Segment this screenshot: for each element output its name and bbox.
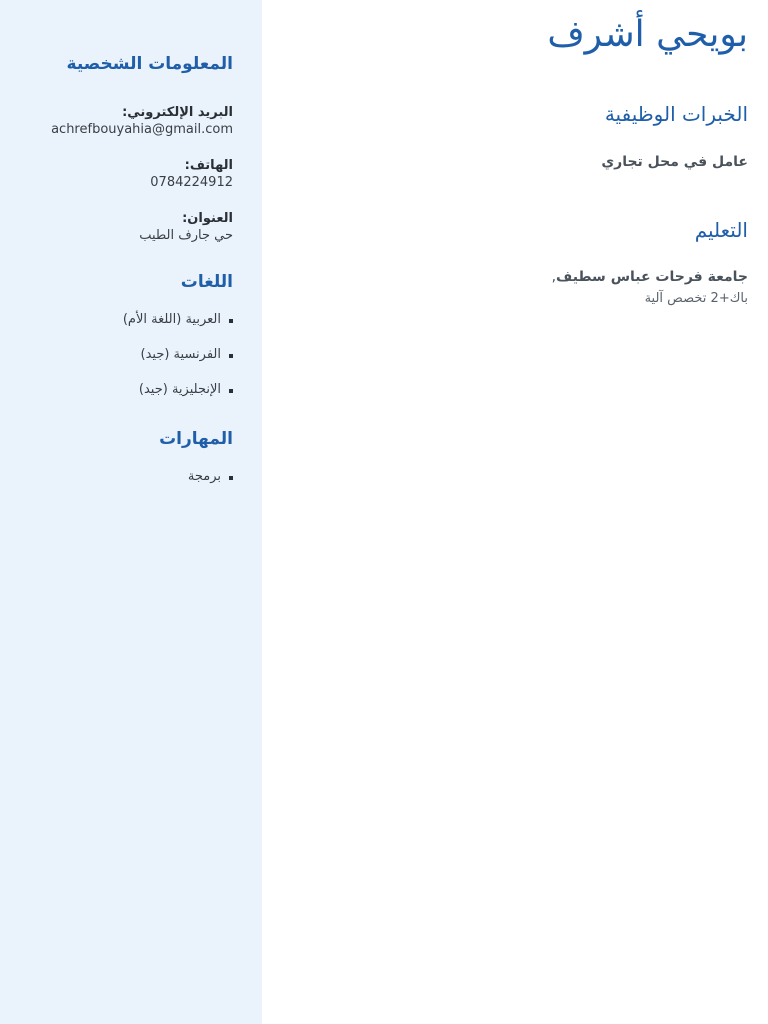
list-item: الفرنسية (جيد): [123, 347, 233, 365]
address-value: حي جارف الطيب: [139, 228, 233, 243]
email-value[interactable]: achrefbouyahia@gmail.com: [51, 122, 233, 137]
skills-heading: المهارات: [159, 429, 233, 449]
education-title: جامعة فرحات عباس سطيف: [556, 269, 748, 285]
experience-heading: الخبرات الوظيفية: [604, 102, 748, 126]
sidebar: [0, 0, 262, 1024]
phone-value[interactable]: 0784224912: [150, 175, 233, 190]
address-block: [139, 210, 233, 244]
experience-title: عامل في محل تجاري: [601, 154, 748, 170]
list-item: الإنجليزية (جيد): [123, 382, 233, 400]
languages-heading: اللغات: [180, 272, 233, 292]
phone-block: [150, 157, 233, 191]
experience-entry: [601, 152, 748, 173]
list-item: برمجة: [188, 469, 233, 487]
personal-info-heading: المعلومات الشخصية: [66, 54, 233, 74]
address-label: العنوان:: [182, 211, 233, 226]
email-block: [51, 104, 233, 138]
education-subtitle: باك+2 تخصص آلية: [644, 291, 748, 306]
phone-label: الهاتف:: [184, 158, 233, 173]
education-title-line: [552, 267, 748, 288]
email-label: البريد الإلكتروني:: [122, 105, 233, 120]
languages-list: [123, 312, 233, 400]
skills-list: [188, 469, 233, 487]
education-entry: [552, 267, 748, 309]
candidate-name: بويحي أشرف: [547, 14, 748, 55]
education-heading: التعليم: [694, 218, 748, 242]
list-item: العربية (اللغة الأم): [123, 312, 233, 330]
education-separator: ,: [551, 269, 557, 285]
